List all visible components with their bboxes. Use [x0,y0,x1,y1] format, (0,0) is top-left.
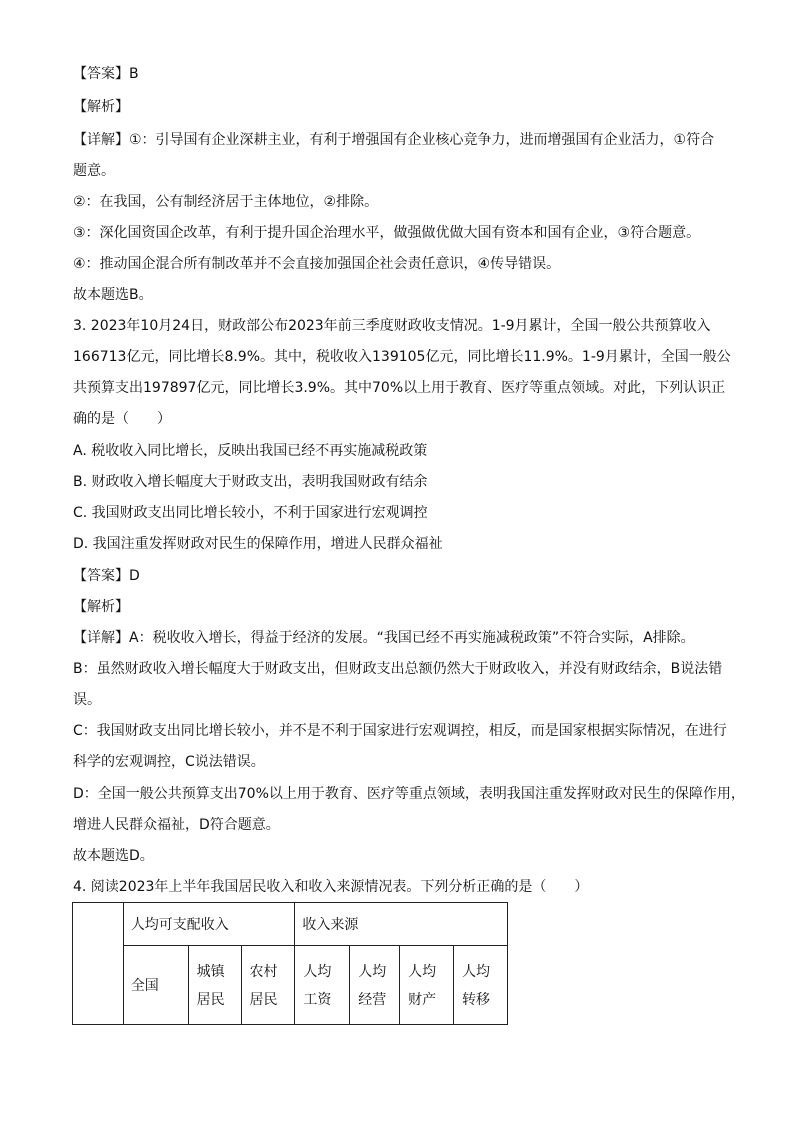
option-b: B. 财政收入增长幅度大于财政支出，表明我国财政有结余 [73,474,428,490]
conclusion-line: 故本题选B。 [73,287,153,303]
analysis-heading: 【解析】 [73,99,129,115]
option-c: C. 我国财政支出同比增长较小，不利于国家进行宏观调控 [73,505,428,521]
detail-line: B：虽然财政收入增长幅度大于财政支出，但财政支出总额仍然大于财政收入，并没有财政结余，B说法错 [73,661,723,677]
detail-line: 科学的宏观调控，C说法错误。 [73,754,265,770]
header-income-source: 收入来源 [295,903,508,946]
analysis-heading: 【解析】 [73,599,129,615]
header-rural: 农村 居民 [241,946,295,1025]
answer-line: 【答案】B [73,66,139,82]
detail-line: 【详解】①：引导国有企业深耕主业，有利于增强国有企业核心竞争力，进而增强国有企业活力，①符合 [73,132,715,148]
detail-line: 题意。 [73,163,115,179]
answer-line: 【答案】D [73,568,140,584]
option-d: D. 我国注重发挥财政对民生的保障作用，增进人民群众福祉 [73,536,443,552]
header-disposable-income: 人均可支配收入 [123,903,295,946]
detail-line: ②：在我国，公有制经济居于主体地位，②排除。 [73,194,379,210]
question-stem: 4. 阅读2023年上半年我国居民收入和收入来源情况表。下列分析正确的是（ ） [73,879,589,895]
header-property: 人均 财产 [400,946,454,1025]
header-wage: 人均 工资 [295,946,350,1025]
detail-line: ④：推动国企混合所有制改革并不会直接加强国企社会责任意识，④传导错误。 [73,256,561,272]
header-business: 人均 经营 [350,946,400,1025]
question-stem: 3. 2023年10月24日，财政部公布2023年前三季度财政收支情况。1-9月累计，全国一般公共预算收入 [73,318,711,334]
question-stem: 确的是（ ） [73,411,171,427]
question-stem: 共预算支出197897亿元，同比增长3.9%。其中70%以上用于教育、医疗等重点领域。对此，下列认识正 [73,380,726,396]
detail-line: 【详解】A：税收收入增长，得益于经济的发展。“我国已经不再实施减税政策”不符合实际，A排除。 [73,630,695,646]
header-national: 全国 [123,946,188,1025]
conclusion-line: 故本题选D。 [73,848,154,864]
detail-line: C：我国财政支出同比增长较小，并不是不利于国家进行宏观调控，相反，而是国家根据实际情况，在进行 [73,723,727,739]
detail-line: 误。 [73,692,101,708]
detail-line: 增进人民群众福祉，D符合题意。 [73,817,280,833]
question-stem: 166713亿元，同比增长8.9%。其中，税收收入139105亿元，同比增长11.9%。1-9月累计，全国一般公 [73,349,731,365]
table-corner-cell [73,903,124,1025]
detail-line: ③：深化国资国企改革，有利于提升国企治理水平，做强做优做大国有资本和国有企业，③符合题意。 [73,225,701,241]
header-transfer: 人均 转移 [454,946,508,1025]
detail-line: D：全国一般公共预算支出70%以上用于教育、医疗等重点领域，表明我国注重发挥财政对民生的保障作用， [73,786,745,802]
income-table [72,902,508,1025]
header-urban: 城镇 居民 [188,946,241,1025]
option-a: A. 税收收入同比增长，反映出我国已经不再实施减税政策 [73,443,428,459]
